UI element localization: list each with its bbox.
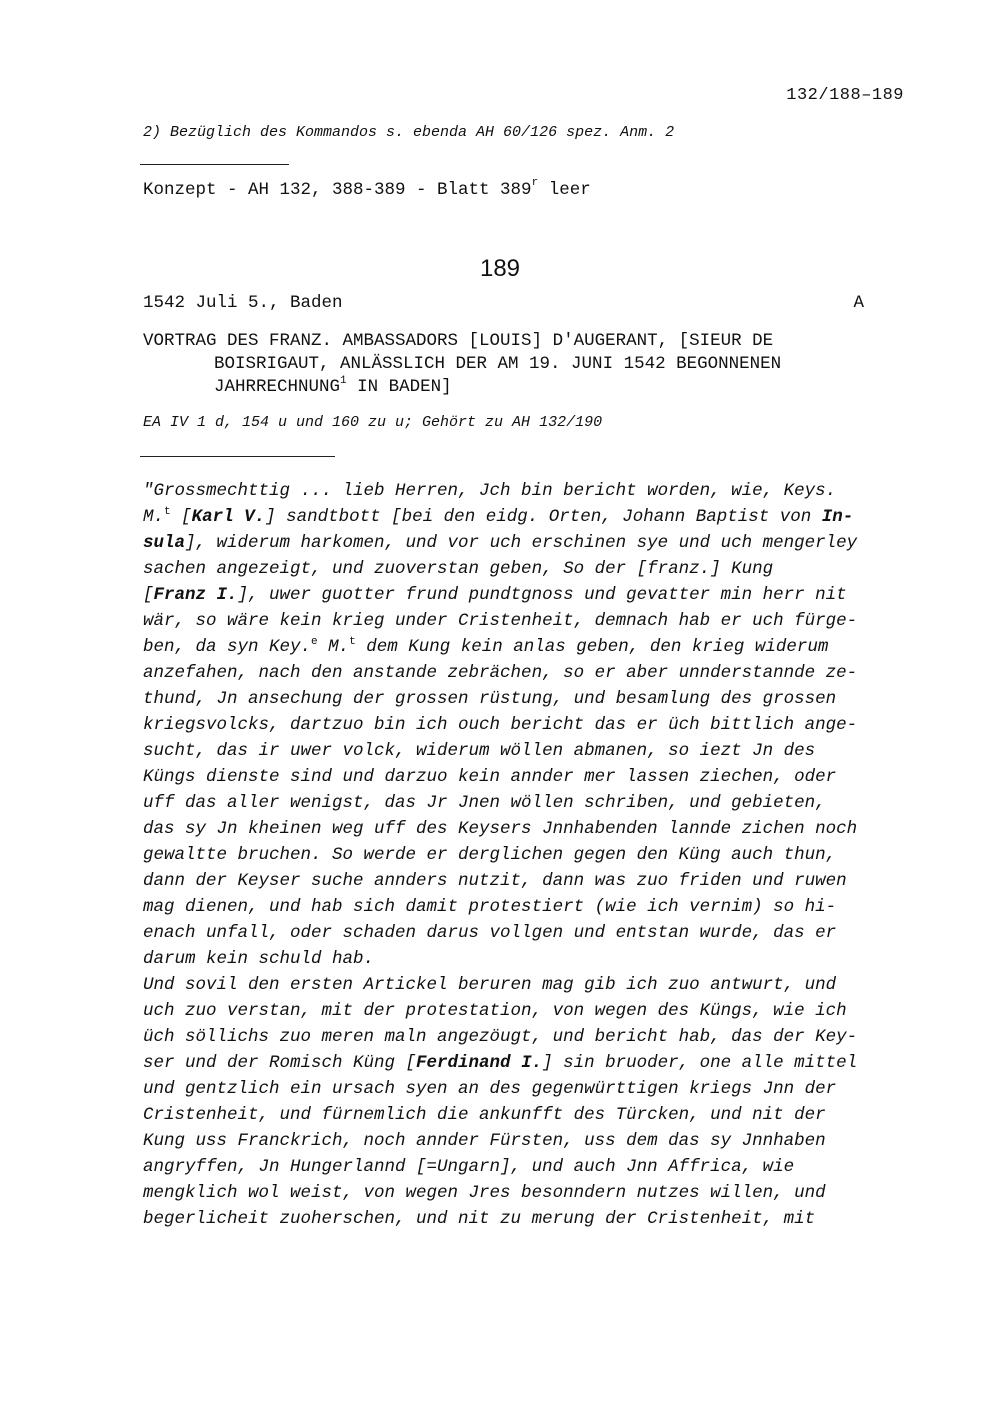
body-line: dann der Keyser suche annders nutzit, dann was zuo friden und ruwen [143,871,847,891]
body-line: darum kein schuld hab. [143,949,375,969]
body-superscript: e [311,636,318,649]
body-line: uff das aller wenigst, das Jr Jnen wöllen schriben, und gebieten, [143,793,826,813]
body-line: wär, so wäre kein krieg under Cristenheit, demnach hab er uch fürge- [143,611,858,631]
document-heading [143,330,903,399]
body-bold-name: Karl V. [191,507,266,527]
heading-line-1: VORTRAG DES FRANZ. AMBASSADORS [LOUIS] D'AUGERANT, [SIEUR DE [143,331,774,351]
body-text: ben, da syn Key. [143,637,312,657]
heading-line-3-tail: IN BADEN] [346,377,452,397]
body-bold-name: Ferdinand I. [416,1053,543,1073]
body-line: gewaltte bruchen. So werde er derglichen gegen den Küng auch thun, [143,845,837,865]
body-bold-name: sula [143,533,186,553]
body-line [143,634,913,660]
body-text: dem Kung kein anlas geben, den krieg widerum [355,637,829,657]
body-bold-name: Franz I. [153,585,238,605]
body-line: Kung uss Franckrich, noch annder Fürsten, uss dem das sy Jnnhaben [143,1131,826,1151]
footnote-divider [140,164,289,165]
body-text: ], widerum harkomen, und vor uch erschinen sye und uch mengerley [185,533,858,553]
body-text: ] sandtbott [bei den eidg. Orten, Johann Baptist von [265,507,822,527]
body-line: anzefahen, nach den anstande zebrächen, so er aber unnderstannde ze- [143,663,858,683]
dateline: 1542 Juli 5., Baden [143,293,343,313]
document-letter: A [853,293,864,313]
body-line: Küngs dienste sind und darzuo kein annder mer lassen ziechen, oder [143,767,837,787]
heading-line-2: BOISRIGAUT, ANLÄSSLICH DER AM 19. JUNI 1542 BEGONNENEN [214,354,782,374]
body-line: angryffen, Jn Hungerlannd [=Ungarn], und auch Jnn Affrica, wie [143,1157,795,1177]
source-divider [140,456,335,457]
body-text: [ [170,507,192,527]
body-text: [ [143,585,154,605]
konzept-text: Konzept - AH 132, 388-389 - Blatt 389 [143,179,532,200]
body-line [143,1050,913,1076]
body-line: "Grossmechttig ... lieb Herren, Jch bin bericht worden, wie, Keys. [143,481,837,501]
body-superscript: t [164,506,171,519]
document-body [143,478,913,1232]
body-text: ], uwer guotter frund pundtgnoss und gevatter min herr nit [237,585,847,605]
body-line: Cristenheit, und fürnemlich die ankunfft des Türcken, und nit der [143,1105,826,1125]
body-line [143,582,913,608]
body-line: sachen angezeigt, und zuoverstan geben, So der [franz.] Kung [143,559,774,579]
body-line [143,504,913,530]
heading-line-3-text: JAHRRECHNUNG [214,377,341,397]
body-line: sucht, das ir uwer volck, widerum wöllen abmanen, so iezt Jn des [143,741,816,761]
body-superscript: t [349,636,356,649]
body-line: mag dienen, und hab sich damit protestiert (wie ich vernim) so hi- [143,897,837,917]
body-line: üch söllichs zuo meren maln angezöugt, und bericht hab, das der Key- [143,1027,858,1047]
body-line: enach unfall, oder schaden darus vollgen und entstan wurde, das er [143,923,837,943]
body-line: mengklich wol weist, von wegen Jres besonndern nutzes willen, und [143,1183,826,1203]
konzept-text-after: leer [538,179,591,200]
body-line: Und sovil den ersten Artickel beruren mag gib ich zuo antwurt, und [143,975,837,995]
document-number: 189 [479,255,521,282]
source-reference: EA IV 1 d, 154 u und 160 zu u; Gehört zu AH 132/190 [143,414,603,431]
body-text: ser und der Romisch Küng [ [143,1053,417,1073]
body-line: begerlicheit zuoherschen, und nit zu merung der Cristenheit, mit [143,1209,816,1229]
body-text: M. [143,507,165,527]
page-reference: 132/188–189 [786,86,904,105]
body-bold-name: In- [821,507,854,527]
footnote: 2) Bezüglich des Kommandos s. ebenda AH 60/126 spez. Anm. 2 [143,124,675,141]
body-line: kriegsvolcks, dartzuo bin ich ouch bericht das er üch bittlich ange- [143,715,858,735]
body-line: uch zuo verstan, mit der protestation, von wegen des Küngs, wie ich [143,1001,847,1021]
body-line: das sy Jn kheinen weg uff des Keysers Jnnhabenden lannde zichen noch [143,819,858,839]
body-text: ] sin bruoder, one alle mittel [542,1053,858,1073]
konzept-superscript: r [531,177,539,189]
body-line: und gentzlich ein ursach syen an des gegenwürttigen kriegs Jnn der [143,1079,837,1099]
heading-footnote-marker: 1 [340,375,347,388]
konzept-line [143,179,591,200]
body-line: thund, Jn ansechung der grossen rüstung, und besamlung des grossen [143,689,837,709]
body-line [143,530,913,556]
body-text: M. [317,637,350,657]
heading-line-3 [143,376,903,399]
